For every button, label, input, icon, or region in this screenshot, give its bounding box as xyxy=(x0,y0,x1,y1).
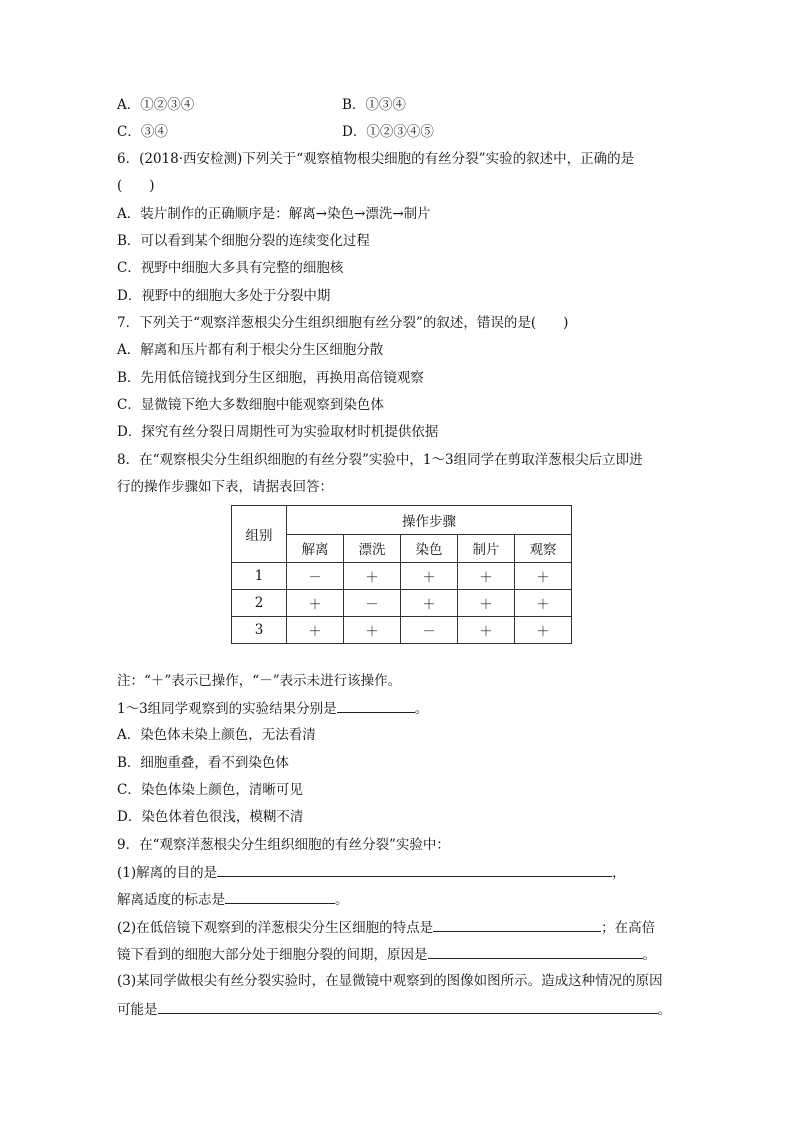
q9-part2b-end: 。 xyxy=(642,947,656,963)
table-cell-group: 3 xyxy=(232,617,287,644)
table-row xyxy=(232,617,572,644)
table-column-header: 观察 xyxy=(515,534,572,563)
q8-note: 注：“＋”表示已操作，“－”表示未进行该操作。 xyxy=(117,673,402,689)
q9-part3b-end: 。 xyxy=(657,1002,671,1018)
table-cell-group: 1 xyxy=(232,563,287,590)
q8-question-text: 1～3组同学观察到的实验结果分别是 xyxy=(117,701,337,717)
q9-part2b xyxy=(117,945,656,964)
q5-option-c: C．③④ xyxy=(117,124,168,140)
table-cell: ＋ xyxy=(458,617,515,644)
table-cell: ＋ xyxy=(458,563,515,590)
table-column-header: 解离 xyxy=(287,534,344,563)
q8-option-b: B．细胞重叠，看不到染色体 xyxy=(117,755,289,771)
answer-blank[interactable] xyxy=(158,1000,658,1014)
q7-option-c: C．显微镜下绝大多数细胞中能观察到染色体 xyxy=(117,397,384,413)
q9-part1b xyxy=(117,890,349,909)
q6-option-a: A．装片制作的正确顺序是：解离→染色→漂洗→制片 xyxy=(117,206,431,222)
q8-question xyxy=(117,699,428,718)
q8-question-end: 。 xyxy=(414,701,429,717)
q9-part1-end: ， xyxy=(612,865,626,881)
table-cell: ＋ xyxy=(401,563,458,590)
operation-steps-table xyxy=(231,505,572,644)
table-column-header: 漂洗 xyxy=(344,534,401,563)
q7-option-b: B．先用低倍镜找到分生区细胞，再换用高倍镜观察 xyxy=(117,370,424,386)
table-cell: ＋ xyxy=(344,617,401,644)
answer-blank[interactable] xyxy=(428,945,643,959)
q6-option-d: D．视野中的细胞大多处于分裂中期 xyxy=(117,288,331,304)
table-row xyxy=(232,590,572,617)
q5-option-b: B．①③④ xyxy=(342,97,406,113)
table-header-steps: 操作步骤 xyxy=(287,506,572,535)
table-cell: ＋ xyxy=(515,563,572,590)
answer-blank[interactable] xyxy=(225,890,335,904)
q9-part3b xyxy=(117,1000,671,1019)
q8-option-a: A．染色体未染上颜色，无法看清 xyxy=(117,727,316,743)
table-cell: ＋ xyxy=(344,563,401,590)
answer-blank[interactable] xyxy=(337,699,415,713)
table-cell: ＋ xyxy=(515,617,572,644)
table-cell: ＋ xyxy=(401,590,458,617)
table-column-header: 制片 xyxy=(458,534,515,563)
q8-stem-line2: 行的操作步骤如下表，请据表回答： xyxy=(117,479,333,495)
table-cell: ＋ xyxy=(287,590,344,617)
q9-part2b-text: 镜下看到的细胞大部分处于细胞分裂的间期，原因是 xyxy=(117,947,428,963)
q6-option-c: C．视野中细胞大多具有完整的细胞核 xyxy=(117,260,344,276)
q9-part1b-end: 。 xyxy=(335,892,349,908)
table-cell: － xyxy=(287,563,344,590)
q9-part1b-text: 解离适度的标志是 xyxy=(117,892,225,908)
q7-stem: 7．下列关于“观察洋葱根尖分生组织细胞有丝分裂”的叙述，错误的是( ) xyxy=(117,315,569,331)
q5-option-d: D．①②③④⑤ xyxy=(342,124,434,140)
q7-option-d: D．探究有丝分裂日周期性可为实验取材时机提供依据 xyxy=(117,424,439,440)
q9-part1 xyxy=(117,863,626,882)
q8-option-d: D．染色体着色很浅，模糊不清 xyxy=(117,809,304,825)
q9-part2-text: (2)在低倍镜下观察到的洋葱根尖分生区细胞的特点是 xyxy=(117,920,434,936)
q6-option-b: B．可以看到某个细胞分裂的连续变化过程 xyxy=(117,233,370,249)
answer-blank[interactable] xyxy=(217,863,612,877)
q9-stem: 9．在“观察洋葱根尖分生组织细胞的有丝分裂”实验中： xyxy=(117,837,450,853)
q6-answer-bracket: ( ) xyxy=(117,178,155,194)
q8-stem-line1: 8．在“观察根尖分生组织细胞的有丝分裂”实验中，1～3组同学在剪取洋葱根尖后立即进 xyxy=(117,452,643,468)
table-header-group: 组别 xyxy=(232,506,287,563)
table-cell: ＋ xyxy=(287,617,344,644)
table-cell-group: 2 xyxy=(232,590,287,617)
table-row xyxy=(232,563,572,590)
q7-option-a: A．解离和压片都有利于根尖分生区细胞分散 xyxy=(117,342,384,358)
table-cell: ＋ xyxy=(458,590,515,617)
table-cell: ＋ xyxy=(515,590,572,617)
table-cell: － xyxy=(344,590,401,617)
q6-stem: 6．(2018·西安检测)下列关于“观察植物根尖细胞的有丝分裂”实验的叙述中，正确的是 xyxy=(117,151,635,167)
q9-part2 xyxy=(117,918,655,937)
q5-option-a: A．①②③④ xyxy=(117,97,195,113)
table-cell: － xyxy=(401,617,458,644)
q9-part3-line1: (3)某同学做根尖有丝分裂实验时，在显微镜中观察到的图像如图所示。造成这种情况的原因 xyxy=(117,973,663,989)
answer-blank[interactable] xyxy=(433,918,601,932)
table-column-header: 染色 xyxy=(401,534,458,563)
q9-part1-text: (1)解离的目的是 xyxy=(117,865,218,881)
q9-part3b-text: 可能是 xyxy=(117,1002,158,1018)
q8-option-c: C．染色体染上颜色，清晰可见 xyxy=(117,782,303,798)
q9-part2-mid: ；在高倍 xyxy=(601,920,656,936)
